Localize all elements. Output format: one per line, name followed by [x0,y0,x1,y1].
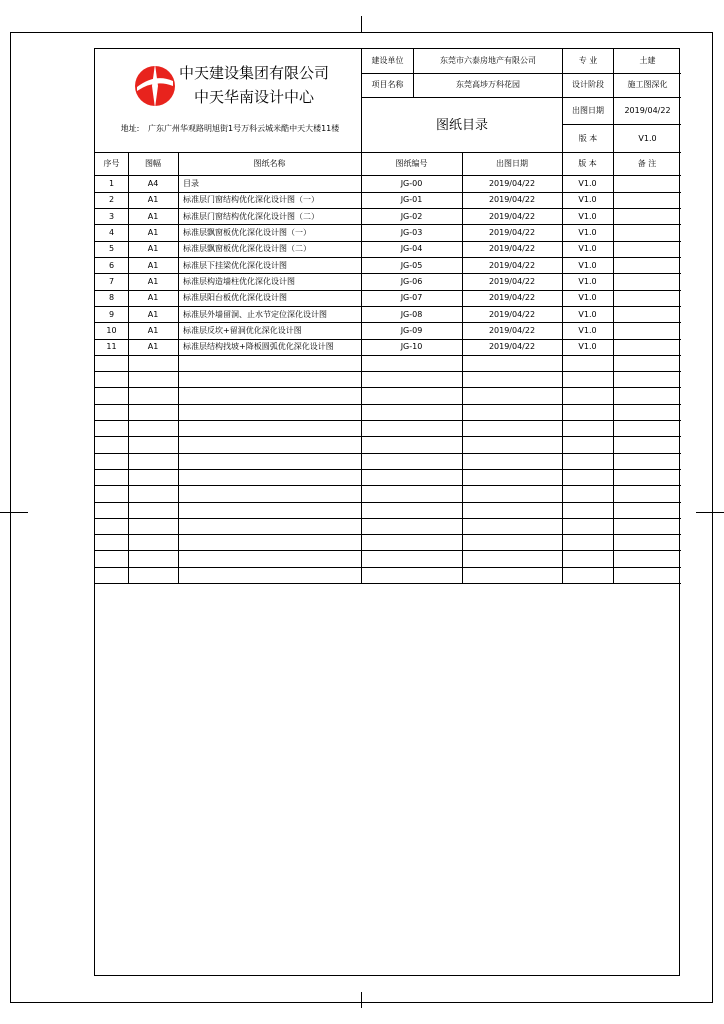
row-divider [95,485,681,486]
row-divider [95,436,681,437]
cell-no: 5 [108,244,115,254]
design-center-name: 中天华南设计中心 [193,87,314,106]
cell-no: 4 [108,228,115,238]
cell-no: 2 [108,195,115,205]
cell-remark [613,290,681,306]
cell-size: A1 [147,260,159,270]
row-divider [95,534,681,535]
cell-date: 2019/04/22 [488,211,536,221]
cell-no: 11 [106,342,117,352]
row-divider [95,518,681,519]
company-logo [128,59,182,113]
cell-version: V1.0 [578,195,597,205]
top-center-tick [361,16,362,32]
stage-value: 施工图深化 [627,80,668,89]
cell-name: 标准层外墙留洞、止水节定位深化设计图 [183,309,327,319]
cell-name: 标准层阳台板优化深化设计图 [183,293,287,303]
stage-label: 设计阶段 [572,80,604,89]
cell-remark [613,241,681,257]
drawing-sheet [94,48,680,976]
cell-remark [613,192,681,208]
cell-code: JG-08 [400,309,423,319]
cell-code: JG-04 [400,244,423,254]
header-remark: 备 注 [637,159,657,168]
document-title: 图纸目录 [435,117,488,133]
cell-remark [613,323,681,339]
date-label: 出图日期 [572,106,604,115]
row-divider [95,550,681,551]
cell-remark [613,258,681,274]
column-divider [361,152,362,584]
cell-size: A1 [147,325,159,335]
project-value: 东莞高埗万科花园 [456,80,520,89]
row-divider [95,371,681,372]
cell-code: JG-05 [400,260,423,270]
version-label: 版 本 [578,133,598,143]
column-divider [562,152,563,584]
discipline-value: 土建 [639,56,656,65]
version-value: V1.0 [638,133,657,143]
cell-no: 6 [108,260,115,270]
cell-remark [613,274,681,290]
header-size: 图幅 [145,159,161,168]
cell-date: 2019/04/22 [488,342,536,352]
cell-name: 标准层结构找坡+降板圆弧优化深化设计图 [183,342,334,352]
cell-no: 1 [108,179,115,189]
cell-date: 2019/04/22 [488,228,536,238]
cell-code: JG-02 [400,211,423,221]
row-divider [95,567,681,568]
cell-remark [613,225,681,241]
cell-name: 标准层门窗结构优化深化设计图（二） [183,211,319,221]
cell-name: 目录 [183,179,199,189]
cell-version: V1.0 [578,260,597,270]
cell-name: 标准层反坎+留洞优化深化设计图 [183,325,302,335]
cell-code: JG-03 [400,228,423,238]
cell-size: A1 [147,342,159,352]
row-divider [95,469,681,470]
client-value: 东莞市六泰房地产有限公司 [440,56,536,65]
cell-version: V1.0 [578,211,597,221]
cell-name: 标准层构造墙柱优化深化设计图 [183,276,295,286]
header-no: 序号 [103,159,120,168]
cell-size: A1 [147,228,159,238]
cell-date: 2019/04/22 [488,195,536,205]
cell-version: V1.0 [578,244,597,254]
cell-date: 2019/04/22 [488,179,536,189]
cell-size: A1 [147,211,159,221]
cell-name: 标准层飘窗板优化深化设计图（二） [183,244,311,254]
cell-no: 3 [108,211,115,221]
cell-date: 2019/04/22 [488,293,536,303]
cell-no: 9 [108,309,115,319]
header-date: 出图日期 [496,159,528,168]
row-divider [95,355,681,356]
cell-version: V1.0 [578,309,597,319]
cell-size: A1 [147,276,159,286]
cell-version: V1.0 [578,325,597,335]
address-text: 广东广州华观路明旭街1号万科云城米酷中天大楼11楼 [148,124,340,133]
cell-size: A4 [147,179,159,189]
cell-size: A1 [147,293,159,303]
address-label: 地址: [120,124,140,133]
cell-no: 7 [108,276,115,286]
cell-version: V1.0 [578,179,597,189]
column-divider [462,152,463,584]
cell-version: V1.0 [578,342,597,352]
project-label: 项目名称 [371,80,404,89]
cell-date: 2019/04/22 [488,244,536,254]
cell-name: 标准层飘窗板优化深化设计图（一） [183,228,311,238]
cell-size: A1 [147,244,159,254]
cell-name: 标准层下挂梁优化深化设计图 [183,260,287,270]
cell-remark [613,339,681,355]
cell-code: JG-07 [400,293,423,303]
cell-date: 2019/04/22 [488,260,536,270]
cell-date: 2019/04/22 [488,276,536,286]
cell-size: A1 [147,309,159,319]
company-name: 中天建设集团有限公司 [179,63,330,82]
cell-date: 2019/04/22 [488,309,536,319]
column-divider [178,152,179,584]
cell-code: JG-00 [400,179,423,189]
row-divider [95,502,681,503]
cell-remark [613,176,681,192]
cell-code: JG-10 [400,342,423,352]
header-version: 版 本 [578,159,597,168]
cell-date: 2019/04/22 [488,325,536,335]
cell-size: A1 [147,195,159,205]
column-divider [128,152,129,584]
cell-version: V1.0 [578,228,597,238]
row-divider [95,404,681,405]
cell-remark [613,209,681,225]
cell-no: 10 [106,325,117,335]
cell-code: JG-06 [400,276,423,286]
header-name: 图纸名称 [253,159,286,168]
header-code: 图纸编号 [395,159,428,168]
row-divider [95,453,681,454]
cell-code: JG-01 [400,195,423,205]
cell-code: JG-09 [400,325,423,335]
cell-remark [613,306,681,322]
row-divider [95,583,681,584]
column-divider [613,152,614,584]
cell-version: V1.0 [578,276,597,286]
cell-no: 8 [108,293,115,303]
row-divider [95,420,681,421]
cell-version: V1.0 [578,293,597,303]
client-label: 建设单位 [371,56,404,65]
date-value: 2019/04/22 [624,106,671,115]
row-divider [95,387,681,388]
zhongtian-logo-icon [128,59,182,113]
discipline-label: 专 业 [578,56,598,65]
cell-name: 标准层门窗结构优化深化设计图（一） [183,195,319,205]
